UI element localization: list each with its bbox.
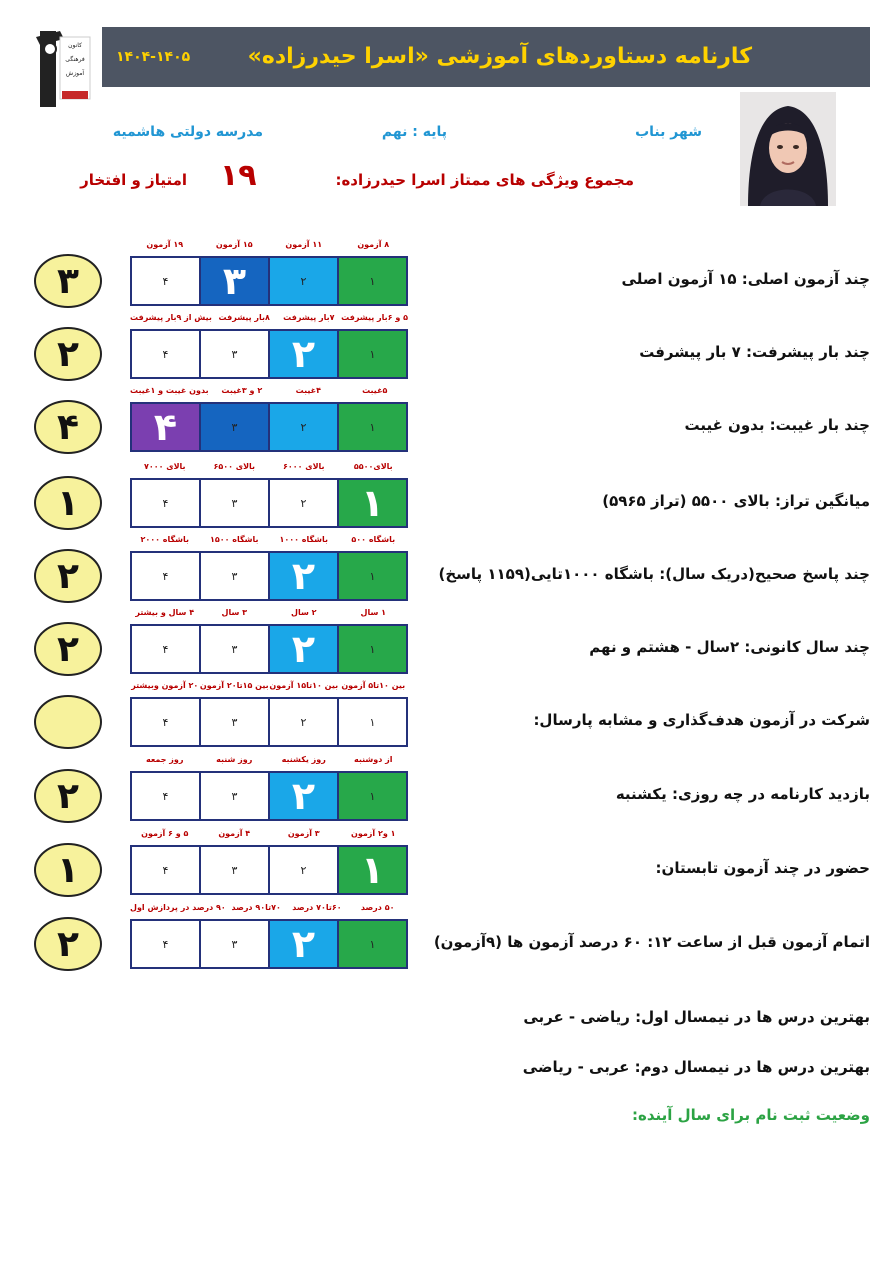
score-circle bbox=[34, 695, 102, 749]
criterion-text: چند بار غیبت: بدون غیبت bbox=[684, 416, 870, 434]
level-cell: ۱ bbox=[339, 331, 406, 377]
option-label: ۵ و ۶ آزمون bbox=[141, 829, 189, 838]
level-cell: ۳ bbox=[201, 404, 270, 450]
option-label: روز جمعه bbox=[146, 755, 184, 764]
option-label: ۳ سال bbox=[221, 608, 247, 617]
total-score: ۱۹ bbox=[220, 158, 257, 193]
option-label: ۷۰تا۹۰ درصد bbox=[231, 903, 281, 912]
city: شهر بناب bbox=[635, 124, 702, 140]
level-cell: ۳ bbox=[201, 921, 270, 967]
level-cell: ۳ bbox=[201, 773, 270, 819]
score-circle: ۲ bbox=[34, 769, 102, 823]
level-cell: ۱ bbox=[339, 626, 406, 672]
option-label: روز شنبه bbox=[216, 755, 253, 764]
criterion-text: بازدید کارنامه در چه روزی: یکشنبه bbox=[615, 785, 870, 803]
level-cell: ۴ bbox=[132, 699, 201, 745]
option-label: ۴ آزمون bbox=[218, 829, 251, 838]
registration-status: وضعیت ثبت نام برای سال آینده: bbox=[632, 1106, 870, 1124]
option-label: بالای۵۵۰۰ bbox=[353, 462, 393, 471]
option-label: ۲ سال bbox=[291, 608, 317, 617]
option-labels bbox=[130, 829, 408, 843]
score-circle: ۳ bbox=[34, 254, 102, 308]
svg-text:کانون: کانون bbox=[68, 42, 82, 49]
criterion-text: چند آزمون اصلی: ۱۵ آزمون اصلی bbox=[621, 270, 870, 288]
option-label: ۶۰تا۷۰ درصد bbox=[292, 903, 342, 912]
level-cell: ۱ bbox=[339, 258, 406, 304]
level-grid bbox=[130, 771, 408, 821]
level-cell: ۲ bbox=[270, 626, 339, 672]
option-label: باشگاه ۱۰۰۰ bbox=[279, 535, 329, 544]
total-label: امتیاز و افتخار bbox=[80, 171, 187, 189]
level-cell: ۳ bbox=[201, 847, 270, 893]
option-label: روز یکشنبه bbox=[281, 755, 326, 764]
level-cell: ۴ bbox=[132, 773, 201, 819]
academic-years: ۱۴۰۴-۱۴۰۵ bbox=[116, 49, 191, 65]
best-subjects-first-semester: بهترین درس ها در نیمسال اول: ریاضی - عربی bbox=[523, 1008, 870, 1026]
option-label: ۱۹ آزمون bbox=[146, 240, 184, 249]
score-circle: ۲ bbox=[34, 327, 102, 381]
level-cell: ۱ bbox=[339, 699, 406, 745]
level-cell: ۴ bbox=[132, 626, 201, 672]
option-labels bbox=[130, 462, 408, 476]
option-label: ۵ و ۶بار پیشرفت bbox=[341, 313, 408, 322]
option-label: ۵۰ درصد bbox=[360, 903, 395, 912]
level-cell: ۳ bbox=[201, 258, 270, 304]
option-labels bbox=[130, 755, 408, 769]
option-label: ۱۵ آزمون bbox=[215, 240, 253, 249]
option-label: ۸ آزمون bbox=[357, 240, 390, 249]
level-cell: ۲ bbox=[270, 331, 339, 377]
option-label: بین ۱۵تا۲۰ آزمون bbox=[199, 681, 269, 690]
option-label: بالای ۶۰۰۰ bbox=[282, 462, 325, 471]
level-cell: ۱ bbox=[339, 847, 406, 893]
level-grid bbox=[130, 919, 408, 969]
level-cell: ۴ bbox=[132, 331, 201, 377]
level-cell: ۲ bbox=[270, 404, 339, 450]
level-grid bbox=[130, 845, 408, 895]
level-cell: ۲ bbox=[270, 773, 339, 819]
student-photo bbox=[740, 92, 836, 206]
criterion-text: شرکت در آزمون هدف‌گذاری و مشابه پارسال: bbox=[533, 711, 870, 729]
option-label: از دوشنبه bbox=[354, 755, 393, 764]
score-circle: ۲ bbox=[34, 549, 102, 603]
grade: پایه : نهم bbox=[381, 124, 447, 140]
option-label: بیش از ۹بار پیشرفت bbox=[130, 313, 212, 322]
school-name: مدرسه دولتی هاشمیه bbox=[112, 124, 263, 140]
level-cell: ۱ bbox=[339, 404, 406, 450]
best-subjects-second-semester: بهترین درس ها در نیمسال دوم: عربی - ریاضی bbox=[522, 1058, 870, 1076]
criterion-text: میانگین تراز: بالای ۵۵۰۰ (تراز ۵۹۶۵) bbox=[602, 492, 870, 510]
option-label: ۴ سال و بیشتر bbox=[135, 608, 195, 617]
level-cell: ۲ bbox=[270, 921, 339, 967]
option-label: ۲۰ آزمون وبیشتر bbox=[131, 681, 199, 690]
svg-text:آموزش: آموزش bbox=[65, 70, 85, 77]
score-circle: ۱ bbox=[34, 476, 102, 530]
option-label: بین ۱۰تا۵ آزمون bbox=[341, 681, 406, 690]
option-label: بدون غیبت و ۱غیبت bbox=[130, 386, 209, 395]
option-label: ۷بار پیشرفت bbox=[283, 313, 335, 322]
option-label: بین ۱۰تا۱۵ آزمون bbox=[269, 681, 339, 690]
level-grid bbox=[130, 624, 408, 674]
level-cell: ۴ bbox=[132, 847, 201, 893]
criterion-text: چند سال کانونی: ۲سال - هشتم و نهم bbox=[589, 638, 870, 656]
score-circle: ۴ bbox=[34, 400, 102, 454]
option-labels bbox=[130, 313, 408, 327]
option-labels bbox=[130, 240, 408, 254]
level-cell: ۱ bbox=[339, 921, 406, 967]
option-label: ۵غیبت bbox=[362, 386, 388, 395]
option-label: باشگاه ۲۰۰۰ bbox=[140, 535, 190, 544]
level-cell: ۴ bbox=[132, 921, 201, 967]
option-label: ۴غیبت bbox=[295, 386, 321, 395]
criterion-text: چند پاسخ صحیح(دریک سال): باشگاه ۱۰۰۰تایی(۱۱۵۹ پاسخ) bbox=[438, 565, 870, 583]
option-labels bbox=[130, 535, 408, 549]
page-title: کارنامه دستاوردهای آموزشی «اسرا حیدرزاده» bbox=[247, 44, 752, 69]
option-label: ۱ و۲ آزمون bbox=[351, 829, 396, 838]
option-label: ۳ آزمون bbox=[287, 829, 320, 838]
level-cell: ۴ bbox=[132, 553, 201, 599]
level-cell: ۳ bbox=[201, 553, 270, 599]
summary-label: مجموع ویژگی های ممتاز اسرا حیدرزاده: bbox=[335, 171, 634, 189]
level-grid bbox=[130, 402, 408, 452]
option-label: ۹۰ درصد در پردازش اول bbox=[130, 903, 226, 912]
level-cell: ۳ bbox=[201, 331, 270, 377]
level-cell: ۴ bbox=[132, 480, 201, 526]
option-labels bbox=[130, 386, 408, 400]
option-labels bbox=[130, 903, 408, 917]
option-labels bbox=[130, 608, 408, 622]
level-cell: ۳ bbox=[201, 480, 270, 526]
level-cell: ۱ bbox=[339, 480, 406, 526]
level-grid bbox=[130, 256, 408, 306]
option-label: بالای ۶۵۰۰ bbox=[213, 462, 256, 471]
svg-text:فرهنگی: فرهنگی bbox=[65, 56, 85, 63]
criterion-text: اتمام آزمون قبل از ساعت ۱۲: ۶۰ درصد آزمون ها (۹آزمون) bbox=[433, 933, 870, 951]
level-cell: ۲ bbox=[270, 847, 339, 893]
option-label: ۱ سال bbox=[360, 608, 386, 617]
level-grid bbox=[130, 697, 408, 747]
level-grid bbox=[130, 329, 408, 379]
level-cell: ۲ bbox=[270, 553, 339, 599]
option-label: باشگاه ۱۵۰۰ bbox=[209, 535, 259, 544]
option-labels bbox=[130, 681, 408, 695]
level-grid bbox=[130, 551, 408, 601]
criterion-text: حضور در چند آزمون تابستان: bbox=[655, 859, 870, 877]
kanoon-logo bbox=[34, 27, 96, 109]
level-cell: ۱ bbox=[339, 773, 406, 819]
score-circle: ۲ bbox=[34, 917, 102, 971]
level-cell: ۴ bbox=[132, 404, 201, 450]
criterion-text: چند بار پیشرفت: ۷ بار پیشرفت bbox=[639, 343, 870, 361]
level-cell: ۲ bbox=[270, 480, 339, 526]
level-cell: ۴ bbox=[132, 258, 201, 304]
option-label: ۸بار پیشرفت bbox=[218, 313, 270, 322]
level-grid bbox=[130, 478, 408, 528]
score-circle: ۲ bbox=[34, 622, 102, 676]
level-cell: ۲ bbox=[270, 258, 339, 304]
option-label: ۲ و ۳غیبت bbox=[221, 386, 263, 395]
level-cell: ۳ bbox=[201, 699, 270, 745]
option-label: باشگاه ۵۰۰ bbox=[351, 535, 396, 544]
level-cell: ۳ bbox=[201, 626, 270, 672]
level-cell: ۱ bbox=[339, 553, 406, 599]
option-label: ۱۱ آزمون bbox=[285, 240, 323, 249]
option-label: بالای ۷۰۰۰ bbox=[143, 462, 186, 471]
level-cell: ۲ bbox=[270, 699, 339, 745]
score-circle: ۱ bbox=[34, 843, 102, 897]
